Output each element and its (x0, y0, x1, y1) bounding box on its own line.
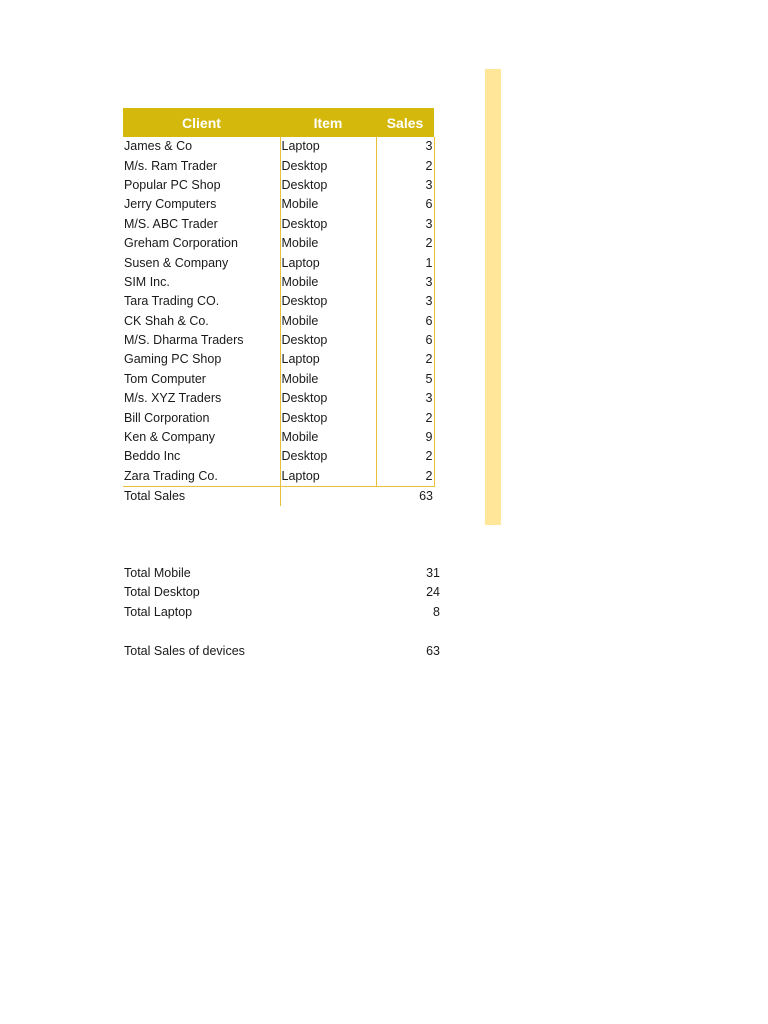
total-sales-item-cell (280, 487, 376, 507)
table-body (123, 137, 434, 487)
client-cell: Popular PC Shop (124, 177, 221, 192)
item-cell: Desktop (280, 408, 376, 427)
sales-cell: 3 (376, 389, 434, 408)
item-cell: Mobile (280, 312, 376, 331)
item-cell: Mobile (280, 428, 376, 447)
client-cell: M/S. Dharma Traders (124, 333, 244, 348)
summary-row-mobile (124, 564, 440, 583)
summary-label: Total Mobile (124, 566, 191, 580)
table-row (123, 331, 434, 350)
client-cell: CK Shah & Co. (124, 313, 209, 328)
client-cell: Tom Computer (124, 371, 206, 386)
sales-cell: 3 (376, 273, 434, 292)
side-highlight-strip (485, 69, 501, 525)
header-sales: Sales (376, 108, 434, 137)
sales-cell: 2 (376, 447, 434, 466)
sales-cell: 2 (376, 408, 434, 427)
table-row (123, 467, 434, 487)
summary-value: 63 (426, 643, 440, 658)
client-cell: M/S. ABC Trader (124, 216, 218, 231)
table-row (123, 253, 434, 272)
header-client: Client (123, 108, 280, 137)
client-cell: Jerry Computers (124, 197, 217, 212)
item-cell: Mobile (280, 234, 376, 253)
sales-table (123, 108, 435, 506)
table-row (123, 370, 434, 389)
client-cell: Susen & Company (124, 255, 229, 270)
table-row (123, 350, 434, 369)
client-cell: M/s. XYZ Traders (124, 391, 222, 406)
client-cell: Gaming PC Shop (124, 352, 222, 367)
summary-label: Total Sales of devices (124, 643, 245, 658)
summary-value: 24 (426, 585, 440, 600)
table-row (123, 428, 434, 447)
sales-cell: 3 (376, 137, 434, 156)
sales-cell: 1 (376, 253, 434, 272)
sales-cell: 3 (376, 176, 434, 195)
summary-spacer (124, 622, 440, 641)
table-row (123, 447, 434, 466)
table-row (123, 234, 434, 253)
total-sales-row (123, 487, 434, 507)
header-item: Item (280, 108, 376, 137)
item-cell: Laptop (280, 253, 376, 272)
sales-cell: 3 (376, 215, 434, 234)
table-row (123, 215, 434, 234)
item-cell: Mobile (280, 370, 376, 389)
item-cell: Desktop (280, 156, 376, 175)
table-row (123, 195, 434, 214)
table-row (123, 176, 434, 195)
table-row (123, 156, 434, 175)
client-cell: Tara Trading CO. (124, 294, 220, 309)
client-cell: Greham Corporation (124, 236, 238, 251)
client-cell: SIM Inc. (124, 274, 170, 289)
summary-value: 8 (433, 604, 440, 619)
sales-cell: 2 (376, 156, 434, 175)
summary-value: 31 (426, 566, 440, 580)
item-cell: Laptop (280, 467, 376, 487)
item-cell: Desktop (280, 447, 376, 466)
client-cell: Zara Trading Co. (123, 467, 280, 487)
sales-cell: 6 (376, 312, 434, 331)
client-cell: Beddo Inc (124, 449, 181, 464)
item-cell: Desktop (280, 292, 376, 311)
summary-section (124, 564, 440, 661)
item-cell: Desktop (280, 176, 376, 195)
summary-row-laptop (124, 603, 440, 622)
sales-cell: 9 (376, 428, 434, 447)
table-row (123, 408, 434, 427)
client-cell: James & Co (124, 139, 193, 154)
summary-row-desktop (124, 583, 440, 602)
client-cell: M/s. Ram Trader (124, 158, 218, 173)
summary-label: Total Desktop (124, 585, 200, 600)
sales-cell: 6 (376, 195, 434, 214)
sales-cell: 2 (376, 467, 434, 487)
sales-cell: 6 (376, 331, 434, 350)
table-row (123, 137, 434, 156)
item-cell: Desktop (280, 389, 376, 408)
table-row (123, 273, 434, 292)
table-row (123, 312, 434, 331)
sales-cell: 5 (376, 370, 434, 389)
item-cell: Laptop (280, 350, 376, 369)
total-sales-label: Total Sales (124, 489, 186, 504)
table-row (123, 389, 434, 408)
table-row (123, 292, 434, 311)
summary-label: Total Laptop (124, 604, 193, 619)
item-cell: Mobile (280, 195, 376, 214)
total-sales-value: 63 (419, 489, 433, 504)
client-cell: Bill Corporation (124, 410, 210, 425)
sales-cell: 3 (376, 292, 434, 311)
sales-cell: 2 (376, 234, 434, 253)
item-cell: Laptop (280, 137, 376, 156)
item-cell: Desktop (280, 215, 376, 234)
sales-cell: 2 (376, 350, 434, 369)
item-cell: Mobile (280, 273, 376, 292)
client-cell: Ken & Company (124, 430, 216, 445)
item-cell: Desktop (280, 331, 376, 350)
summary-row-devices (124, 642, 440, 661)
table-header-row (123, 108, 434, 137)
